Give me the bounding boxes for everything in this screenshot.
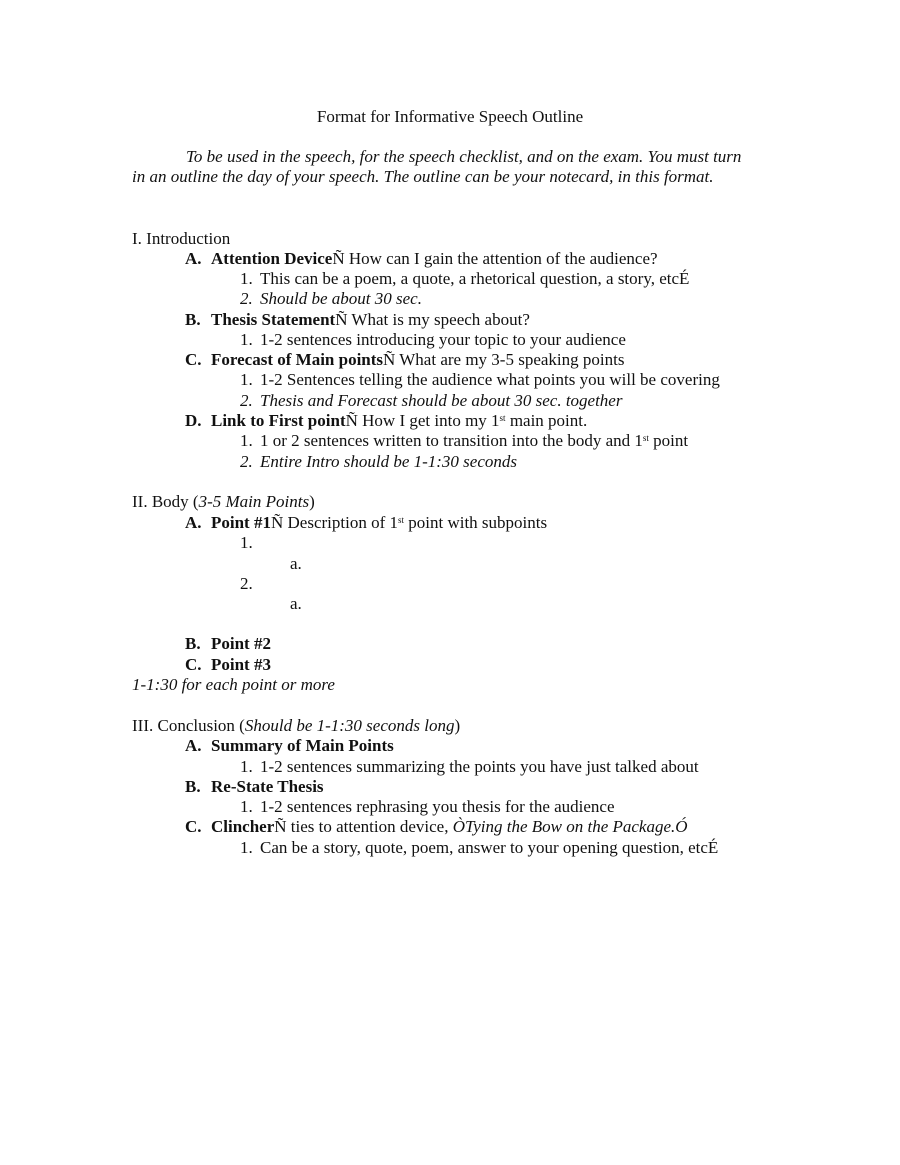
outline-item-forecast: C. Forecast of Main pointsÑ What are my 3-5 speaking points — [185, 350, 625, 369]
outline-item-point-1: A. Point #1Ñ Description of 1st point with subpoints — [185, 513, 548, 532]
subitem: 1. 1 or 2 sentences written to transition into the body and 1st point — [240, 431, 689, 450]
subitem: 2. Should be about 30 sec. — [240, 289, 422, 308]
outline-item-thesis-statement: B. Thesis StatementÑ What is my speech about? — [185, 310, 530, 329]
page-title: Format for Informative Speech Outline — [316, 107, 584, 126]
body-note: 1-1:30 for each point or more — [132, 675, 335, 694]
outline-item-restate-thesis: B. Re-State Thesis — [185, 777, 324, 796]
outline-item-link-to-first-point: D. Link to First pointÑ How I get into my 1st main point. — [185, 411, 588, 430]
subitem-letter: a. — [290, 594, 302, 613]
subitem-number: 2. — [240, 574, 253, 593]
section-heading-introduction: I. Introduction — [132, 229, 231, 248]
outline-item-summary: A. Summary of Main Points — [185, 736, 394, 755]
subitem-number: 1. — [240, 533, 253, 552]
intro-text: To be used in the speech, for the speech checklist, and on the exam. You must turn in an outline the day of your speech. The outline can be your notecard, in this format. — [132, 147, 742, 187]
outline-item-point-2: B. Point #2 — [185, 634, 271, 653]
subitem: 1. Can be a story, quote, poem, answer to your opening question, etcÉ — [240, 838, 719, 857]
section-heading-conclusion: III. Conclusion (Should be 1-1:30 seconds long) — [132, 716, 461, 735]
subitem: 1. 1-2 sentences summarizing the points you have just talked about — [240, 757, 699, 776]
subitem: 1. 1-2 sentences rephrasing you thesis for the audience — [240, 797, 615, 816]
intro-paragraph — [132, 147, 752, 188]
outline-item-attention-device: A. Attention DeviceÑ How can I gain the attention of the audience? — [185, 249, 658, 268]
section-heading-body: II. Body (3-5 Main Points) — [132, 492, 315, 511]
subitem: 2. Entire Intro should be 1-1:30 seconds — [240, 452, 518, 471]
outline-item-clincher: C. ClincherÑ ties to attention device, ÒTying the Bow on the Package.Ó — [185, 817, 688, 836]
subitem: 2. Thesis and Forecast should be about 30 sec. together — [240, 391, 623, 410]
subitem: 1. 1-2 Sentences telling the audience what points you will be covering — [240, 370, 720, 389]
subitem: 1. 1-2 sentences introducing your topic to your audience — [240, 330, 626, 349]
subitem-letter: a. — [290, 554, 302, 573]
outline-item-point-3: C. Point #3 — [185, 655, 271, 674]
subitem: 1. This can be a poem, a quote, a rhetorical question, a story, etcÉ — [240, 269, 690, 288]
